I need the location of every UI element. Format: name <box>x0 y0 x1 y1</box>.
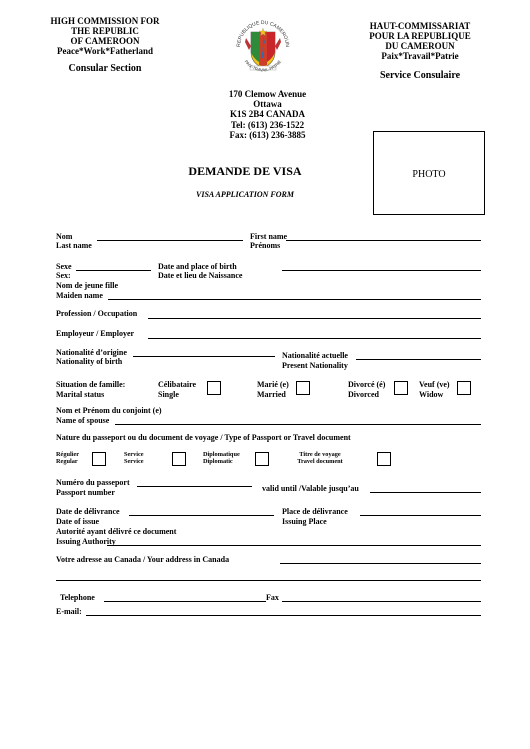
marital-option-divorced-fr: Divorcé (é) <box>348 380 386 389</box>
issue-date-input[interactable] <box>129 504 274 515</box>
label-issue-place-en: Issuing Place <box>282 517 327 526</box>
header-right-line2: POUR LA REPUBLIQUE <box>369 31 471 41</box>
sex-input[interactable] <box>76 268 151 279</box>
nat-current-input[interactable] <box>356 348 481 359</box>
label-sexe: Sexe <box>56 262 72 271</box>
label-passport-no-en: Passport number <box>56 488 115 497</box>
marital-option-divorced-en: Divorced <box>348 390 379 399</box>
checkbox-passport-travel[interactable] <box>377 452 391 466</box>
label-marital-fr: Situation de famille: <box>56 380 126 389</box>
fax-line <box>282 601 481 602</box>
label-dob-en: Date and place of birth <box>158 262 237 271</box>
label-nat-origin-fr: Nationalité d’origine <box>56 348 127 357</box>
address-line-2 <box>56 580 481 581</box>
passport-option-service-en: Service <box>124 457 144 465</box>
label-employer: Employeur / Employer <box>56 329 135 338</box>
passport-option-travel-en: Travel document <box>297 457 343 465</box>
label-maiden-fr: Nom de jeune fille <box>56 281 118 290</box>
checkbox-passport-diplomatic[interactable] <box>255 452 269 466</box>
issue-place-input[interactable] <box>360 504 481 515</box>
passport-option-diplomatic-en: Diplomatic <box>203 457 233 465</box>
label-issue-place-fr: Place de délivrance <box>282 507 348 516</box>
issue-place-line <box>360 515 481 516</box>
address-postal: K1S 2B4 CANADA <box>229 109 305 120</box>
passport-no-line <box>137 486 252 487</box>
label-spouse-en: Name of spouse <box>56 416 110 425</box>
employer-line <box>148 338 481 339</box>
label-telephone: Telephone <box>60 593 95 602</box>
label-address-canada: Votre adresse au Canada / Your address in Canada <box>56 555 230 564</box>
nat-origin-line <box>133 356 275 357</box>
marital-option-married-en: Married <box>257 390 286 399</box>
checkbox-married[interactable] <box>296 381 310 395</box>
fax-input[interactable] <box>282 590 481 601</box>
passport-option-diplomatic <box>203 452 240 465</box>
telephone-input[interactable] <box>104 590 266 601</box>
label-profession: Profession / Occupation <box>56 309 138 318</box>
label-nat-current-fr: Nationalité actuelle <box>282 351 348 360</box>
valid-until-line <box>370 492 481 493</box>
passport-option-regular-fr: Régulier <box>56 451 80 458</box>
passport-option-regular <box>56 452 79 465</box>
label-passport-type: Nature du passeport ou du document de voyage / Type of Passport or Travel document <box>56 433 351 442</box>
header-right-section: Service Consulaire <box>379 70 461 81</box>
email-line <box>86 615 481 616</box>
marital-option-single-en: Single <box>158 390 179 399</box>
marital-option-widow-fr: Veuf (ve) <box>419 380 450 389</box>
form-title: DEMANDE DE VISA <box>188 164 302 178</box>
label-first-name: First name <box>250 232 288 241</box>
photo-box[interactable] <box>373 131 485 215</box>
form-subtitle: VISA APPLICATION FORM <box>196 190 294 199</box>
label-spouse-fr: Nom et Prénom du conjoint (e) <box>56 406 162 415</box>
passport-option-service-fr: Service <box>124 451 144 458</box>
checkbox-passport-regular[interactable] <box>92 452 106 466</box>
label-authority-en: Issuing Authority <box>56 537 116 546</box>
header-right <box>355 21 485 61</box>
label-nat-origin-en: Nationality of birth <box>56 357 123 366</box>
label-nom: Nom <box>56 232 73 241</box>
header-right-line1: HAUT-COMMISSARIAT <box>369 21 471 31</box>
passport-option-regular-en: Regular <box>56 457 78 465</box>
label-email: E-mail: <box>56 607 82 616</box>
address-street: 170 Clemow Avenue <box>228 89 307 99</box>
header-left <box>40 16 170 56</box>
label-dob-fr: Date et lieu de Naissance <box>158 271 243 280</box>
dob-input[interactable] <box>282 268 481 279</box>
address-line-1 <box>280 563 481 564</box>
issue-date-line <box>129 515 274 516</box>
label-valid-until: valid until /Valable jusqu’au <box>262 484 359 493</box>
checkbox-widow[interactable] <box>457 381 471 395</box>
marital-option-single-fr: Célibataire <box>158 380 197 389</box>
employer-input[interactable] <box>148 327 481 338</box>
header-right-line3: DU CAMEROUN <box>385 41 455 51</box>
label-marital-en: Marital status <box>56 390 105 399</box>
authority-input[interactable] <box>107 534 481 545</box>
cameroon-seal-icon <box>232 16 294 78</box>
checkbox-single[interactable] <box>207 381 221 395</box>
label-last-name: Last name <box>56 241 92 250</box>
label-fax: Fax <box>266 593 279 602</box>
nat-current-line <box>356 359 481 360</box>
header-right-motto: Paix*Travail*Patrie <box>381 51 459 61</box>
telephone-line <box>104 601 266 602</box>
passport-option-travel <box>287 452 353 465</box>
profession-input[interactable] <box>148 307 481 318</box>
label-maiden-en: Maiden name <box>56 291 103 300</box>
address-input-1[interactable] <box>280 552 481 563</box>
seal-bottom-text: PAIX-TRAVAIL-PATRIE <box>243 59 283 73</box>
header-left-line1: HIGH COMMISSION FOR <box>50 16 160 26</box>
passport-no-input[interactable] <box>137 475 252 486</box>
last-name-input[interactable] <box>97 238 243 249</box>
profession-line <box>148 318 481 319</box>
header-left-line2: THE REPUBLIC <box>71 26 139 36</box>
valid-until-input[interactable] <box>370 481 481 492</box>
address-tel: Tel: (613) 236-1522 <box>230 119 305 130</box>
maiden-name-input[interactable] <box>108 289 481 300</box>
passport-option-travel-fr: Titre de voyage <box>299 451 341 458</box>
header-left-motto: Peace*Work*Fatherland <box>57 46 153 56</box>
authority-line <box>107 545 481 546</box>
label-prenoms: Prénoms <box>250 241 281 250</box>
header-left-line3: OF CAMEROON <box>70 36 140 46</box>
label-issue-date-en: Date of issue <box>56 517 100 526</box>
label-authority-fr: Autorité ayant délivré ce document <box>56 527 177 536</box>
first-name-input[interactable] <box>286 238 481 249</box>
address-city: Ottawa <box>253 99 282 110</box>
address-input-2[interactable] <box>56 569 481 580</box>
email-input[interactable] <box>86 604 481 615</box>
checkbox-divorced[interactable] <box>394 381 408 395</box>
passport-option-service <box>124 452 144 465</box>
label-nat-current-en: Present Nationality <box>282 361 348 370</box>
spouse-input[interactable] <box>115 414 481 425</box>
seal-top-text: REPUBLIQUE DU CAMEROUN <box>235 19 291 48</box>
label-passport-no-fr: Numéro du passeport <box>56 478 130 487</box>
header-left-section: Consular Section <box>68 63 142 74</box>
checkbox-passport-service[interactable] <box>172 452 186 466</box>
marital-option-married-fr: Marié (e) <box>257 380 289 389</box>
label-sex: Sex: <box>56 271 71 280</box>
label-issue-date-fr: Date de délivrance <box>56 507 120 516</box>
embassy-address <box>215 89 320 140</box>
photo-label: PHOTO <box>412 169 446 180</box>
marital-option-widow-en: Widow <box>419 390 444 399</box>
passport-option-diplomatic-fr: Diplomatique <box>203 451 240 458</box>
address-fax: Fax: (613) 236-3885 <box>229 129 306 140</box>
nat-origin-input[interactable] <box>133 345 275 356</box>
